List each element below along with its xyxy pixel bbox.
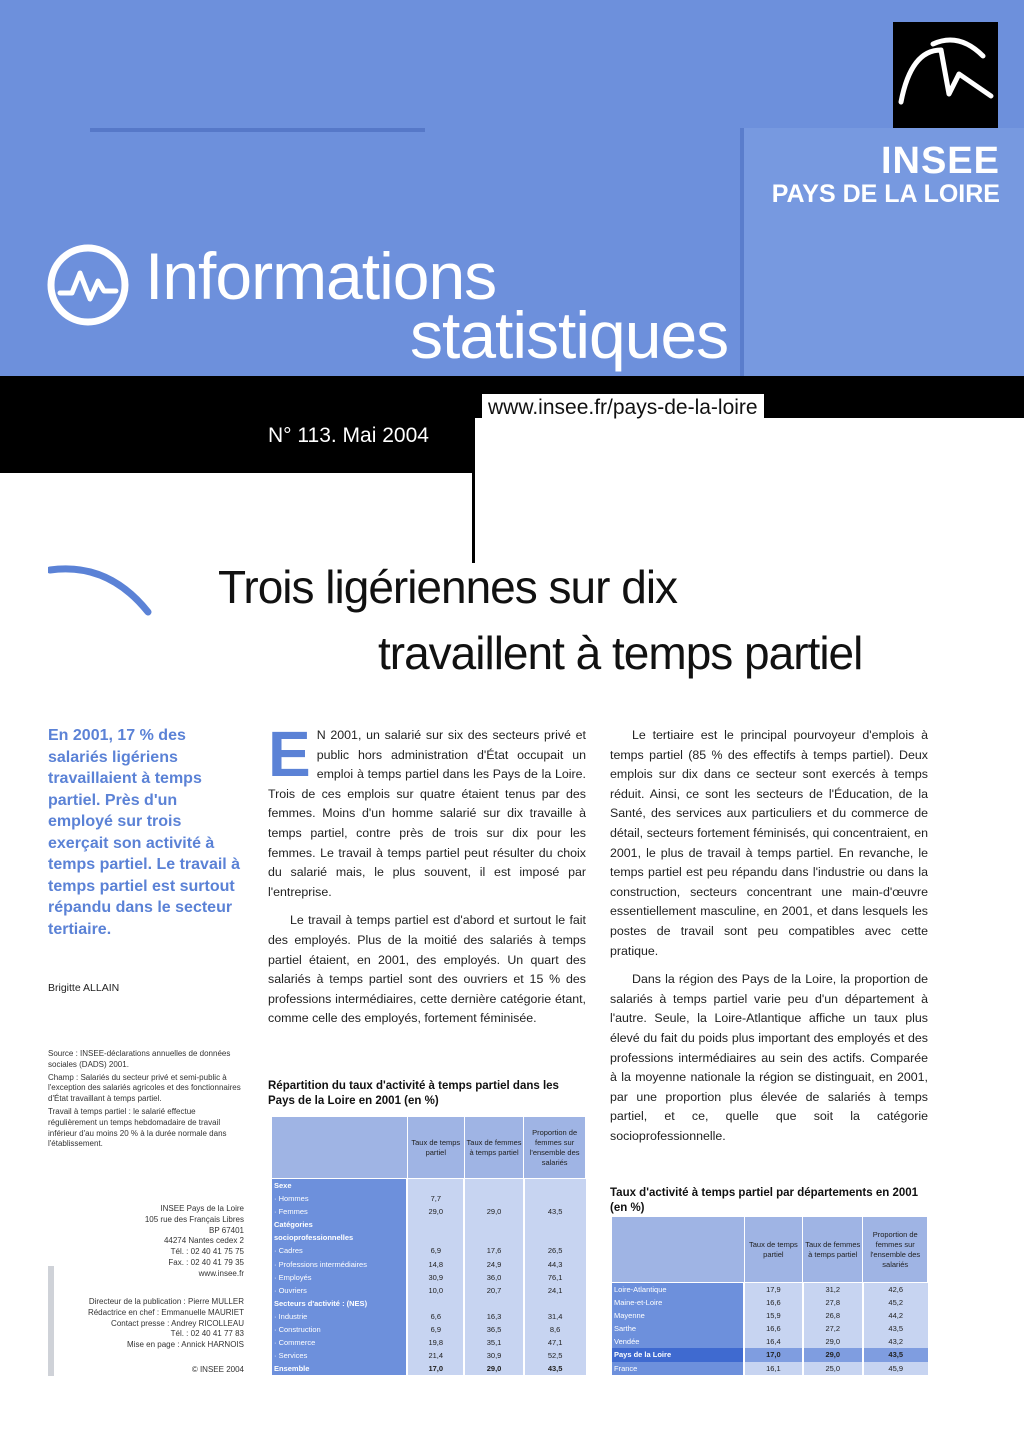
- table-cell: 27,2: [803, 1322, 863, 1335]
- table-cell: 24,1: [524, 1284, 586, 1297]
- author: Brigitte ALLAIN: [48, 982, 120, 994]
- table-row: [271, 1284, 586, 1297]
- table-row: [271, 1179, 586, 1193]
- table-header: [271, 1117, 407, 1179]
- divider-line: [472, 418, 475, 563]
- address-line: INSEE Pays de la Loire: [160, 1204, 244, 1213]
- address-phone: Tél. : 02 40 41 75 75: [170, 1247, 244, 1257]
- website-link[interactable]: www.insee.fr/pays-de-la-loire: [482, 394, 764, 422]
- table-row: [271, 1258, 586, 1271]
- table-cell: 76,1: [524, 1271, 586, 1284]
- table-cell: 42,6: [863, 1283, 928, 1297]
- table-row: [271, 1323, 586, 1336]
- arc-decoration-icon: [48, 562, 158, 622]
- table-cell: 6,9: [407, 1244, 464, 1257]
- table-cell: 6,9: [407, 1323, 464, 1336]
- table-cell: 35,1: [464, 1336, 523, 1349]
- table2-caption: [610, 1186, 930, 1216]
- table-cell: 8,6: [524, 1323, 586, 1336]
- table-cell: 26,8: [803, 1309, 863, 1322]
- table-row-label: · Ouvriers: [271, 1284, 407, 1297]
- table-row: [271, 1349, 586, 1362]
- table-header: Proportion de femmes sur l'ensemble des salariés: [524, 1117, 586, 1179]
- table-row: [611, 1335, 928, 1348]
- insee-wordmark: INSEE: [880, 140, 1000, 182]
- table-cell: 17,0: [407, 1362, 464, 1375]
- header-seam-vertical: [740, 128, 744, 378]
- masthead-line: Rédactrice en chef : Emmanuelle MAURIET: [87, 1307, 244, 1317]
- table-cell: [524, 1297, 586, 1310]
- table-cell: 43,5: [863, 1348, 928, 1361]
- table-cell: 36,0: [464, 1271, 523, 1284]
- table-cell: 44,2: [863, 1309, 928, 1322]
- table-part-time-by-category: [270, 1116, 586, 1375]
- article-paragraph: Dans la région des Pays de la Loire, la proportion de salariés à temps partiel varie peu d'un département à l'autre. Seule, la Loire-Atlantique affiche un taux plus élevé du fait du poids plus important des employés et des professions intermédiaires au sein des actifs. Comparée à la moyenne nationale la région se distinguait, en 2001, par une proportion plus élevée de salariés à temps partiel, et ce, quelle que soit la catégorie socioprofessionnelle.: [610, 972, 928, 1143]
- table-cell: [407, 1297, 464, 1310]
- table-row: [271, 1310, 586, 1323]
- table-row-label: · Industrie: [271, 1310, 407, 1323]
- table-cell: 43,5: [863, 1322, 928, 1335]
- note-definition: Travail à temps partiel : le salarié effectue régulièrement un temps hebdomadaire de travail inférieur d'au moins 20 % à la durée normale dans l'établissement.: [48, 1106, 227, 1149]
- table-row: [271, 1336, 586, 1349]
- series-title-line2: statistiques: [410, 298, 729, 372]
- headline-line2: travaillent à temps partiel: [378, 627, 863, 679]
- table-cell: [464, 1297, 523, 1310]
- masthead-line: Directeur de la publication : Pierre MULLER: [88, 1297, 244, 1306]
- table-row-label: · Femmes: [271, 1205, 407, 1218]
- copyright: © INSEE 2004: [191, 1365, 244, 1374]
- address-block: [48, 1204, 244, 1280]
- source-notes: [48, 1049, 243, 1150]
- table-row-label: Mayenne: [611, 1309, 744, 1322]
- table-cell: 24,9: [464, 1258, 523, 1271]
- table-cell: [407, 1231, 464, 1244]
- table-cell: 29,0: [464, 1205, 523, 1218]
- table-cell: [464, 1231, 523, 1244]
- insee-logo: [893, 22, 998, 128]
- table-row: [271, 1205, 586, 1218]
- table-row-label: Sarthe: [611, 1322, 744, 1335]
- table-row: [611, 1309, 928, 1322]
- table-cell: [524, 1231, 586, 1244]
- article-paragraph: Le tertiaire est le principal pourvoyeur d'emplois à temps partiel (85 % des effectifs à temps partiel). Deux emplois sur dix dans ce secteur sont exercés à temps réduit. Ainsi, ce sont les secteurs de l'Éducation, de la Santé, des services aux particuliers et du commerce de détail, secteurs fortement féminisés, qui concentraient, en 2001, le plus de travail à temps partiel. En revanche, le temps partiel est peu répandu dans l'industrie ou dans la construction, secteurs concentrant une main-d'œuvre essentiellement masculine, en 2001, et dans lesquels les postes de travail sont peu compatibles avec cette pratique.: [610, 728, 928, 958]
- table-row-label: · Employés: [271, 1271, 407, 1284]
- header-band-top-left: [0, 0, 425, 128]
- table-cell: 16,6: [744, 1322, 802, 1335]
- table-cell: [524, 1218, 586, 1231]
- table-row: [271, 1218, 586, 1231]
- table-cell: 47,1: [524, 1336, 586, 1349]
- table-row-label: Maine-et-Loire: [611, 1296, 744, 1309]
- table-row-label: Sexe: [271, 1179, 407, 1193]
- table-row-label: Vendée: [611, 1335, 744, 1348]
- table2-caption-text: Taux d'activité à temps partiel par départements en 2001 (en %): [610, 1187, 919, 1214]
- table-row: [611, 1322, 928, 1335]
- table-row: [271, 1362, 586, 1375]
- article-column-2: [610, 726, 928, 1155]
- table-header: [611, 1217, 744, 1283]
- table-row: [271, 1297, 586, 1310]
- table-cell: 29,0: [407, 1205, 464, 1218]
- table-cell: [464, 1218, 523, 1231]
- table-row: [271, 1271, 586, 1284]
- table-cell: 16,3: [464, 1310, 523, 1323]
- table-cell: 29,0: [464, 1362, 523, 1375]
- table-cell: 43,2: [863, 1335, 928, 1348]
- table-cell: 15,9: [744, 1309, 802, 1322]
- table-row: [271, 1192, 586, 1205]
- note-source: Source : INSEE-déclarations annuelles de données sociales (DADS) 2001.: [48, 1049, 231, 1069]
- table-cell: [407, 1218, 464, 1231]
- table-cell: [464, 1192, 523, 1205]
- table-row: [611, 1296, 928, 1309]
- insee-logo-graphic: [893, 22, 998, 128]
- table-cell: 31,2: [803, 1283, 863, 1297]
- table-cell: 17,6: [464, 1244, 523, 1257]
- table-cell: 20,7: [464, 1284, 523, 1297]
- table-cell: 29,0: [803, 1348, 863, 1361]
- masthead-line: Mise en page : Annick HARNOIS: [127, 1340, 244, 1350]
- statistics-circle-icon: [46, 243, 130, 327]
- table-cell: 43,5: [524, 1205, 586, 1218]
- table-row-label: · Commerce: [271, 1336, 407, 1349]
- table-cell: 17,0: [744, 1348, 802, 1361]
- table-cell: 27,8: [803, 1296, 863, 1309]
- table-cell: 10,0: [407, 1284, 464, 1297]
- table-cell: 26,5: [524, 1244, 586, 1257]
- table-row-label: Secteurs d'activité : (NES): [271, 1297, 407, 1310]
- table-cell: 21,4: [407, 1349, 464, 1362]
- table-row-label: · Cadres: [271, 1244, 407, 1257]
- masthead-line: Contact presse : Andrey RICOLLEAU: [111, 1318, 244, 1328]
- address-fax: Fax. : 02 40 41 79 35: [168, 1257, 244, 1267]
- table-cell: [524, 1179, 586, 1193]
- headline-line1: Trois ligériennes sur dix: [218, 561, 678, 613]
- table-header: Taux de temps partiel: [744, 1217, 802, 1283]
- table-cell: 19,8: [407, 1336, 464, 1349]
- masthead-line: Tél. : 02 40 41 77 83: [170, 1329, 244, 1339]
- series-title-line1: Informations: [145, 239, 497, 313]
- table-cell: 31,4: [524, 1310, 586, 1323]
- table-cell: 30,9: [464, 1349, 523, 1362]
- note-scope: Champ : Salariés du secteur privé et semi-public à l'exception des salariés agricoles et des fonctionnaires d'État travaillant à temps partiel.: [48, 1072, 241, 1104]
- table-cell: 16,1: [744, 1362, 802, 1375]
- table-cell: 16,6: [744, 1296, 802, 1309]
- table-cell: 36,5: [464, 1323, 523, 1336]
- issue-number: N° 113. Mai 2004: [268, 424, 429, 447]
- table-header: Taux de femmes à temps partiel: [464, 1117, 523, 1179]
- table-cell: 25,0: [803, 1362, 863, 1375]
- table-row-label: · Construction: [271, 1323, 407, 1336]
- table-cell: 7,7: [407, 1192, 464, 1205]
- table-row-label: Catégories: [271, 1218, 407, 1231]
- table-row: [271, 1244, 586, 1257]
- table-row: [611, 1348, 928, 1361]
- table-row: [611, 1362, 928, 1375]
- table-row-label: · Professions intermédiaires: [271, 1258, 407, 1271]
- table-cell: 45,2: [863, 1296, 928, 1309]
- header-seam: [90, 128, 425, 132]
- region-name: PAYS DE LA LOIRE: [771, 180, 1000, 208]
- address-line: BP 67401: [209, 1225, 244, 1235]
- table-row-label: Ensemble: [271, 1362, 407, 1375]
- article-paragraph: N 2001, un salarié sur six des secteurs privé et public hors administration d'État occupait un emploi à temps partiel dans les Pays de la Loire. Trois de ces emplois sur quatre étaient tenus par des femmes. Moins d'un homme salarié sur dix travaille à temps partiel, contre près de trois sur dix pour les femmes. Le travail à temps partiel peut résulter du choix du salarié mais, le plus souvent, il est imposé par l'entreprise.: [268, 728, 586, 899]
- table-cell: 45,9: [863, 1362, 928, 1375]
- table-cell: 29,0: [803, 1335, 863, 1348]
- table-cell: 16,4: [744, 1335, 802, 1348]
- table-row-label: Loire-Atlantique: [611, 1283, 744, 1297]
- table-header: Proportion de femmes sur l'ensemble des salariés: [863, 1217, 928, 1283]
- table-cell: [524, 1192, 586, 1205]
- masthead: [48, 1297, 244, 1351]
- table-cell: [464, 1179, 523, 1193]
- table-header: Taux de femmes à temps partiel: [803, 1217, 863, 1283]
- table-cell: 17,9: [744, 1283, 802, 1297]
- table-cell: 43,5: [524, 1362, 586, 1375]
- drop-cap: E: [268, 718, 311, 790]
- table-header: Taux de temps partiel: [407, 1117, 464, 1179]
- address-line: 105 rue des Français Libres: [144, 1214, 244, 1224]
- table1-caption: [268, 1079, 588, 1109]
- table-part-time-by-department: [610, 1216, 928, 1375]
- table-row-label: · Hommes: [271, 1192, 407, 1205]
- article-paragraph: Le travail à temps partiel est d'abord et surtout le fait des employés. Plus de la moitié des salariés à temps partiel étaient, en 2001, des employés. Un quart des salariés à temps partiel sont des ouvriers et 15 % des professions intermédiaires, cette dernière catégorie étant, comme celle des employés, fortement féminisée.: [268, 913, 586, 1026]
- table-row-label: France: [611, 1362, 744, 1375]
- table1-caption-text: Répartition du taux d'activité à temps partiel dans les Pays de la Loire en 2001 (en %): [268, 1080, 559, 1107]
- table-cell: 44,3: [524, 1258, 586, 1271]
- table-row-label: socioprofessionnelles: [271, 1231, 407, 1244]
- address-website[interactable]: www.insee.fr: [198, 1268, 244, 1278]
- article-column-1: [268, 718, 586, 1038]
- table-row: [271, 1231, 586, 1244]
- table-row-label: Pays de la Loire: [611, 1348, 744, 1361]
- address-line: 44274 Nantes cedex 2: [163, 1236, 244, 1246]
- table-cell: 30,9: [407, 1271, 464, 1284]
- lead-summary: En 2001, 17 % des salariés ligériens travaillaient à temps partiel. Près d'un employé sur trois exerçait son activité à temps partiel. Le travail à temps partiel est surtout répandu dans le secteur tertiaire.: [48, 727, 241, 938]
- table-cell: 14,8: [407, 1258, 464, 1271]
- table-cell: 6,6: [407, 1310, 464, 1323]
- table-row: [611, 1283, 928, 1297]
- table-row-label: · Services: [271, 1349, 407, 1362]
- table-cell: [407, 1179, 464, 1193]
- table-cell: 52,5: [524, 1349, 586, 1362]
